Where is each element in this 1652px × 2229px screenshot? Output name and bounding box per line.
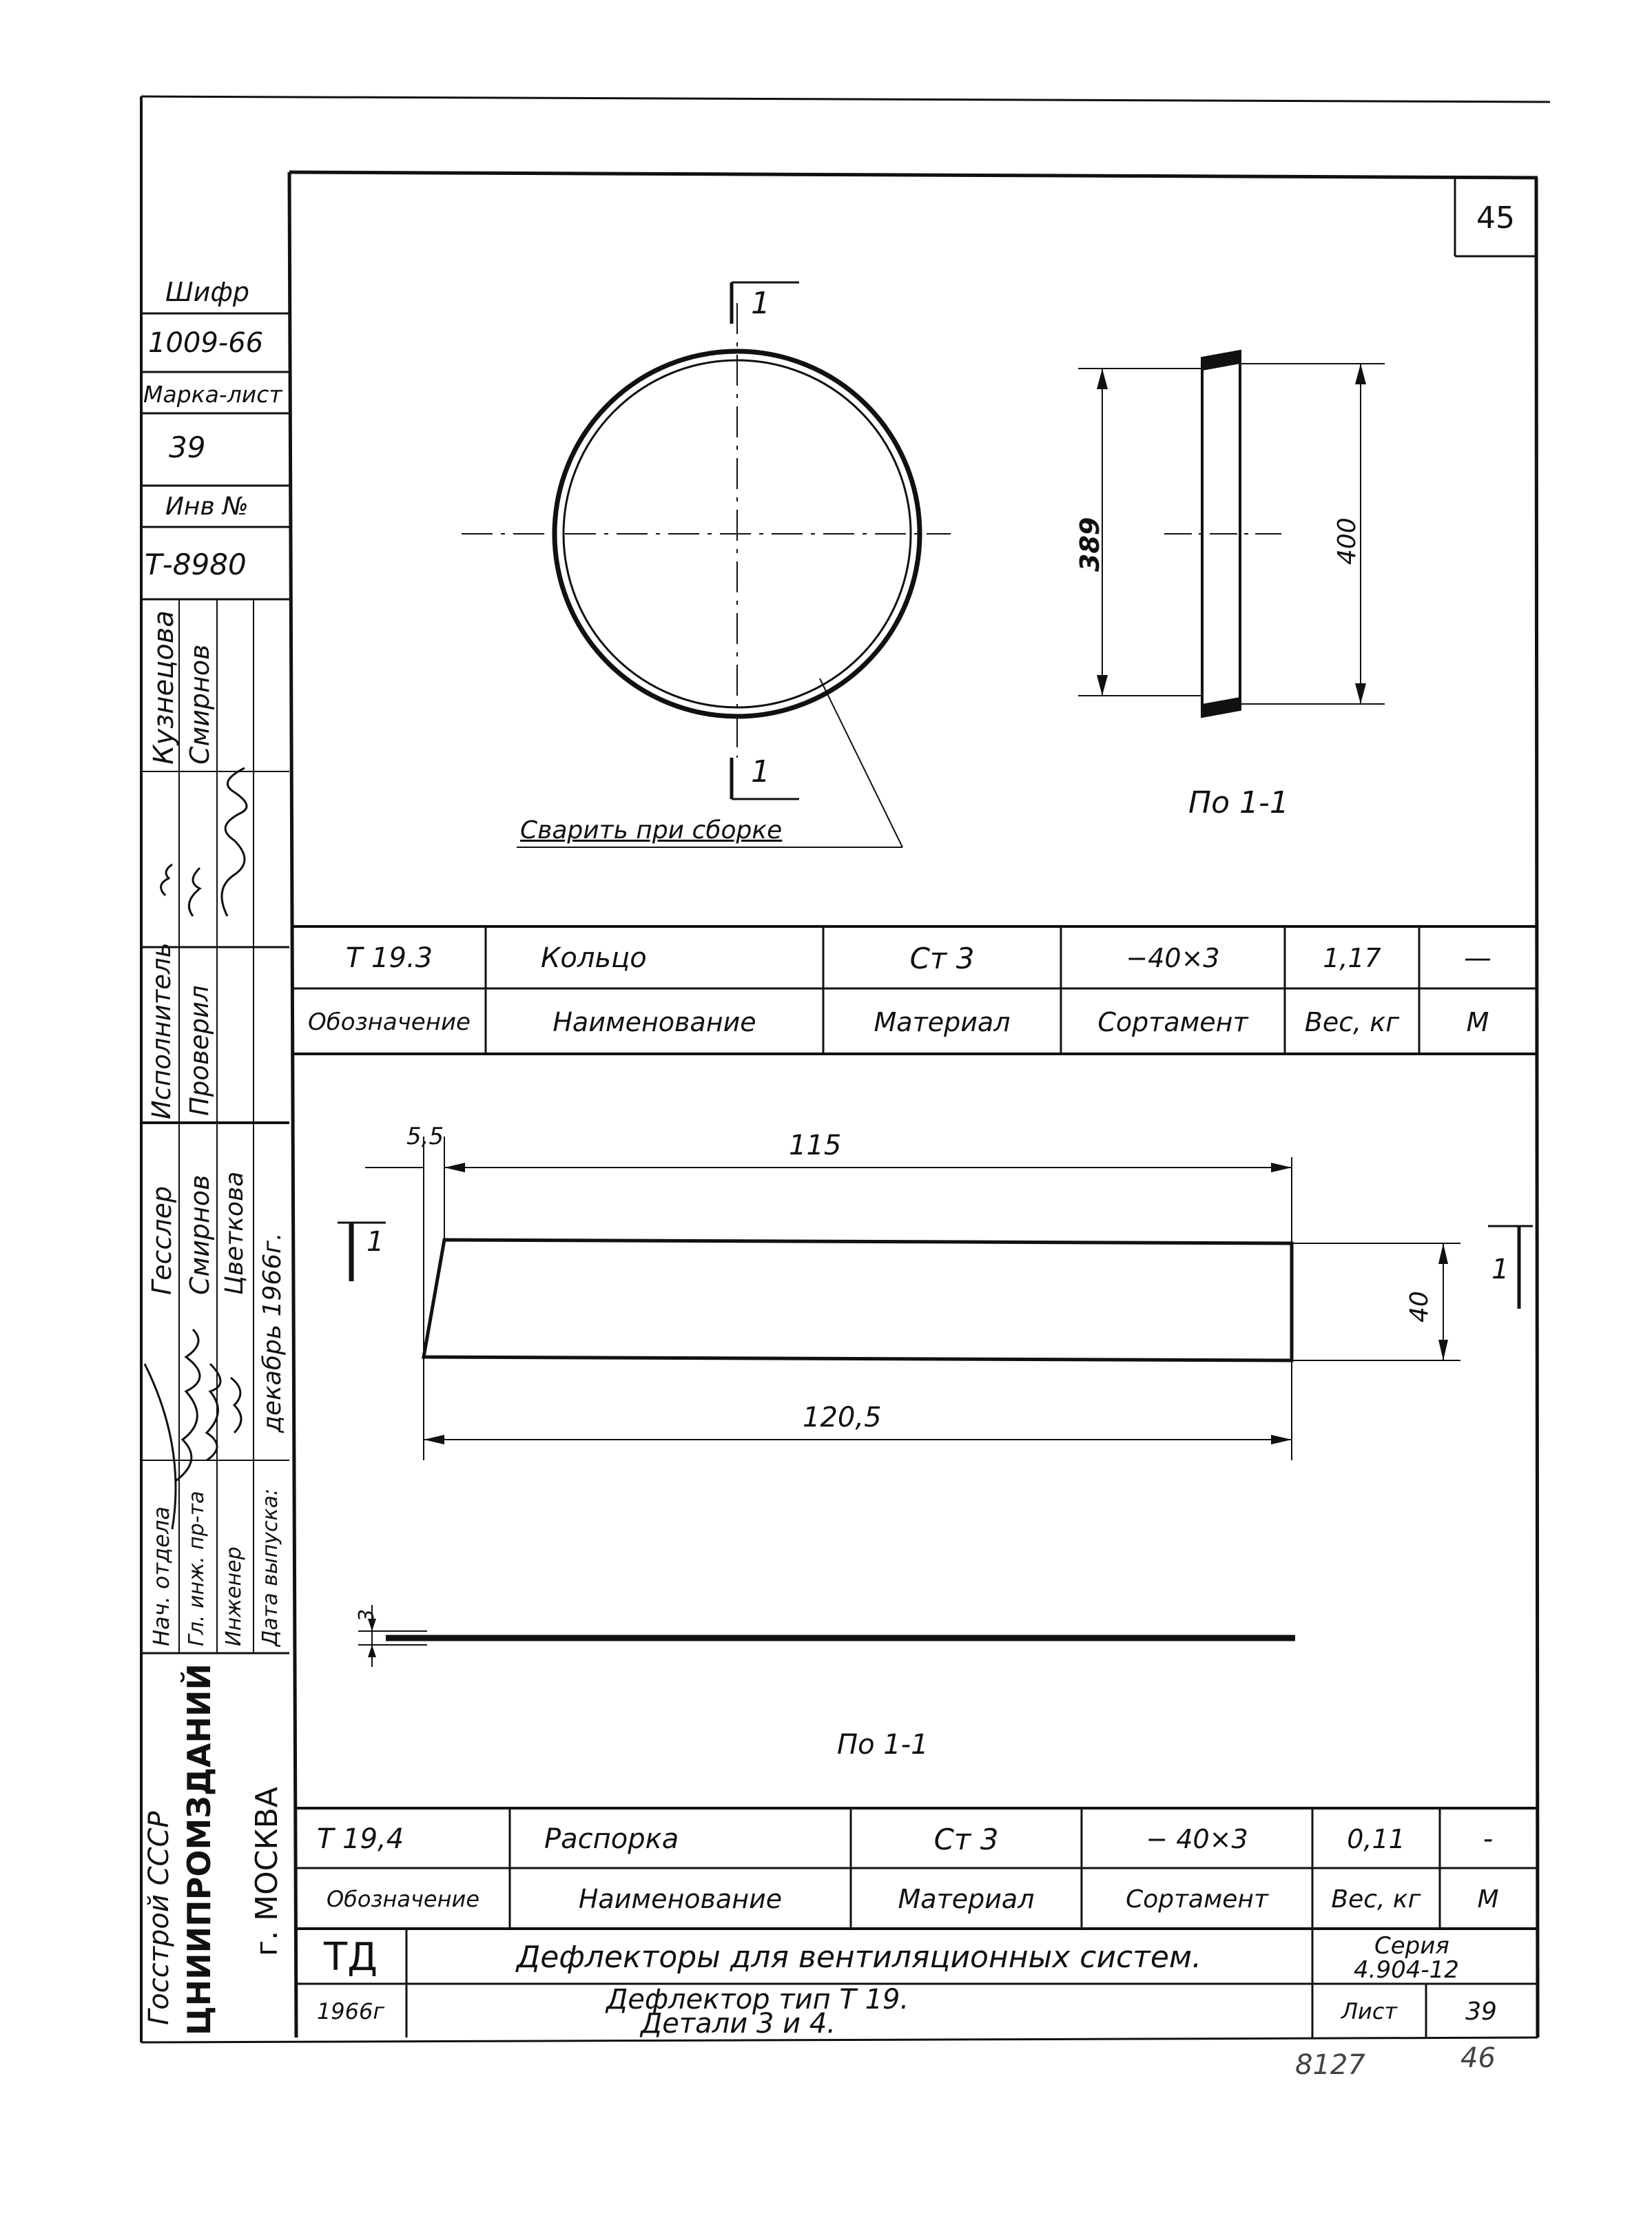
t2-h-name: Наименование xyxy=(578,1884,783,1914)
executor-role: Исполнитель xyxy=(147,942,176,1119)
date-role: Дата выпуска: xyxy=(258,1488,282,1646)
footer-left: 8127 xyxy=(1295,2049,1365,2081)
head-role: Нач. отдела xyxy=(148,1506,174,1646)
t1-name: Кольцо xyxy=(541,942,647,974)
city: г. МОСКВА xyxy=(249,1787,285,1956)
strut-dim-offset: 5,5 xyxy=(406,1123,444,1150)
footer-right: 46 xyxy=(1460,2042,1496,2074)
ring-dim-inner: 389 xyxy=(1075,517,1105,572)
t1-h-material: Материал xyxy=(874,1007,1011,1037)
strut-dim-bottom: 120,5 xyxy=(803,1402,882,1433)
org-line2: ЦНИИПРОМЗДАНИЙ xyxy=(180,1663,218,2035)
t1-h-name: Наименование xyxy=(553,1007,756,1037)
t1-material: Ст 3 xyxy=(909,941,975,975)
ring-section-mark-bottom: 1 xyxy=(751,754,770,789)
t1-m: — xyxy=(1464,942,1491,974)
sheet-value: 39 xyxy=(1465,1997,1497,2026)
t2-material: Ст 3 xyxy=(933,1822,999,1856)
t1-assortment: −40×3 xyxy=(1126,943,1220,973)
mark-value: 39 xyxy=(169,431,206,464)
t2-name: Распорка xyxy=(544,1823,679,1855)
t2-designation: Т 19,4 xyxy=(317,1823,404,1855)
page-number: 45 xyxy=(1476,200,1515,236)
strut-dim-top: 115 xyxy=(789,1130,842,1161)
drawing-title: Дефлекторы для вентиляционных систем. xyxy=(516,1940,1202,1975)
t2-weight: 0,11 xyxy=(1347,1824,1405,1854)
chief-role: Гл. инж. пр-та xyxy=(185,1491,209,1646)
mark-label: Марка-лист xyxy=(143,381,282,408)
t2-assortment: − 40×3 xyxy=(1146,1824,1248,1854)
checker-role: Проверил xyxy=(185,985,214,1116)
t2-h-designation: Обозначение xyxy=(326,1886,480,1912)
executor-name: Кузнецова xyxy=(148,610,180,765)
t1-weight: 1,17 xyxy=(1323,943,1381,973)
weld-note: Сварить при сборке xyxy=(520,816,783,844)
date-value: декабрь 1966г. xyxy=(258,1232,287,1433)
t1-h-weight: Вес, кг xyxy=(1304,1007,1400,1037)
strut-view-label: По 1-1 xyxy=(837,1729,929,1761)
org-line1: Госстрой СССР xyxy=(143,1811,175,2025)
cipher-label: Шифр xyxy=(165,277,249,307)
ring-dim-outer: 400 xyxy=(1333,517,1361,565)
inv-label: Инв № xyxy=(165,493,249,521)
strut-section-mark-left: 1 xyxy=(366,1226,384,1258)
subtitle-line1: Дефлектор тип Т 19. xyxy=(606,1984,909,2015)
t2-h-material: Материал xyxy=(898,1884,1035,1914)
ring-section-mark-top: 1 xyxy=(751,286,770,321)
t2-h-assortment: Сортамент xyxy=(1126,1885,1268,1914)
t2-h-m: М xyxy=(1477,1885,1499,1914)
t2-m: - xyxy=(1483,1823,1494,1855)
engineer-role: Инженер xyxy=(222,1546,246,1646)
chief-name: Смирнов xyxy=(185,1174,215,1295)
year: 1966г xyxy=(316,1998,385,2024)
inv-value: Т-8980 xyxy=(145,548,247,581)
t1-designation: Т 19.3 xyxy=(345,942,433,974)
head-name: Гесслер xyxy=(147,1185,177,1295)
org-logo: ТД xyxy=(324,1935,378,1980)
series-label: Серия xyxy=(1374,1932,1449,1960)
series-value: 4.904-12 xyxy=(1354,1956,1459,1984)
engineer-name: Цветкова xyxy=(220,1171,249,1295)
strut-section-mark-right: 1 xyxy=(1491,1254,1509,1285)
t1-h-designation: Обозначение xyxy=(308,1008,471,1036)
t1-h-assortment: Сортамент xyxy=(1097,1007,1248,1037)
ring-view-label: По 1-1 xyxy=(1188,785,1289,820)
checker-name: Смирнов xyxy=(185,644,215,765)
strut-dim-thickness: 3 xyxy=(355,1608,379,1622)
sheet-label: Лист xyxy=(1341,1998,1398,2024)
cipher-value: 1009-66 xyxy=(148,327,264,359)
strut-dim-height: 40 xyxy=(1405,1291,1434,1323)
t2-h-weight: Вес, кг xyxy=(1331,1885,1421,1914)
t1-h-m: М xyxy=(1466,1007,1489,1037)
subtitle-line2: Детали 3 и 4. xyxy=(641,2008,836,2040)
